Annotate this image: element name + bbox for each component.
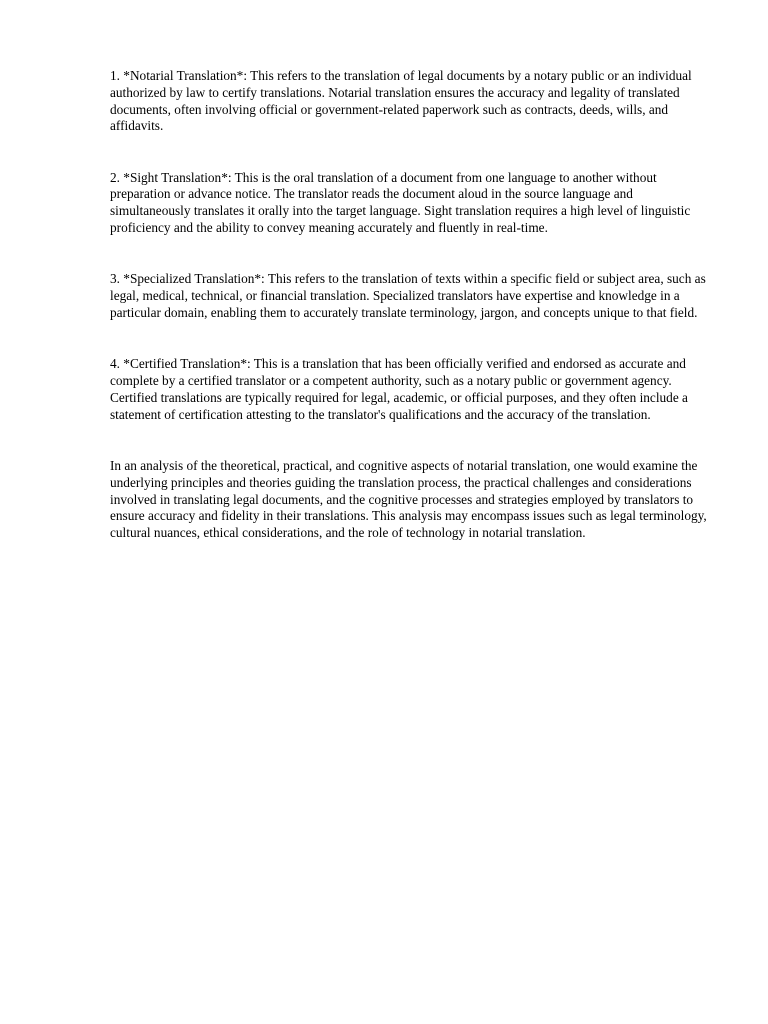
paragraph-certified-translation: 4. *Certified Translation*: This is a translation that has been officially verified and endorsed as accurate and complete by a certified translator or a competent authority, such as a notary public or government agency. Certified translations are typically required for legal, academic, or official purposes, and they often include a statement of certification attesting to the translator's qualifications and the accuracy of the translation.: [110, 356, 688, 422]
paragraph-specialized-translation: 3. *Specialized Translation*: This refers to the translation of texts within a specific field or subject area, such as legal, medical, technical, or financial translation. Specialized translators have expertise and knowledge in a particular domain, enabling them to accurately translate terminology, jargon, and concepts unique to that field.: [110, 271, 706, 320]
paragraph-notarial-translation: 1. *Notarial Translation*: This refers to the translation of legal documents by a notary public or an individual authorized by law to certify translations. Notarial translation ensures the accuracy and legality of translated documents, often involving official or government-related paperwork such as contracts, deeds, wills, and affidavits.: [110, 68, 692, 134]
document-body: [110, 68, 710, 576]
paragraph-sight-translation: 2. *Sight Translation*: This is the oral translation of a document from one language to another without preparation or advance notice. The translator reads the document aloud in the source language and simultaneously translates it orally into the target language. Sight translation requires a high level of linguistic proficiency and the ability to convey meaning accurately and fluently in real-time.: [110, 169, 691, 236]
paragraph-analysis: In an analysis of the theoretical, practical, and cognitive aspects of notarial translation, one would examine the underlying principles and theories guiding the translation process, the practical challenges and considerations involved in translating legal documents, and the cognitive processes and strategies employed by translators to ensure accuracy and fidelity in their translations. This analysis may encompass issues such as legal terminology, cultural nuances, ethical considerations, and the role of technology in notarial translation.: [110, 457, 707, 541]
